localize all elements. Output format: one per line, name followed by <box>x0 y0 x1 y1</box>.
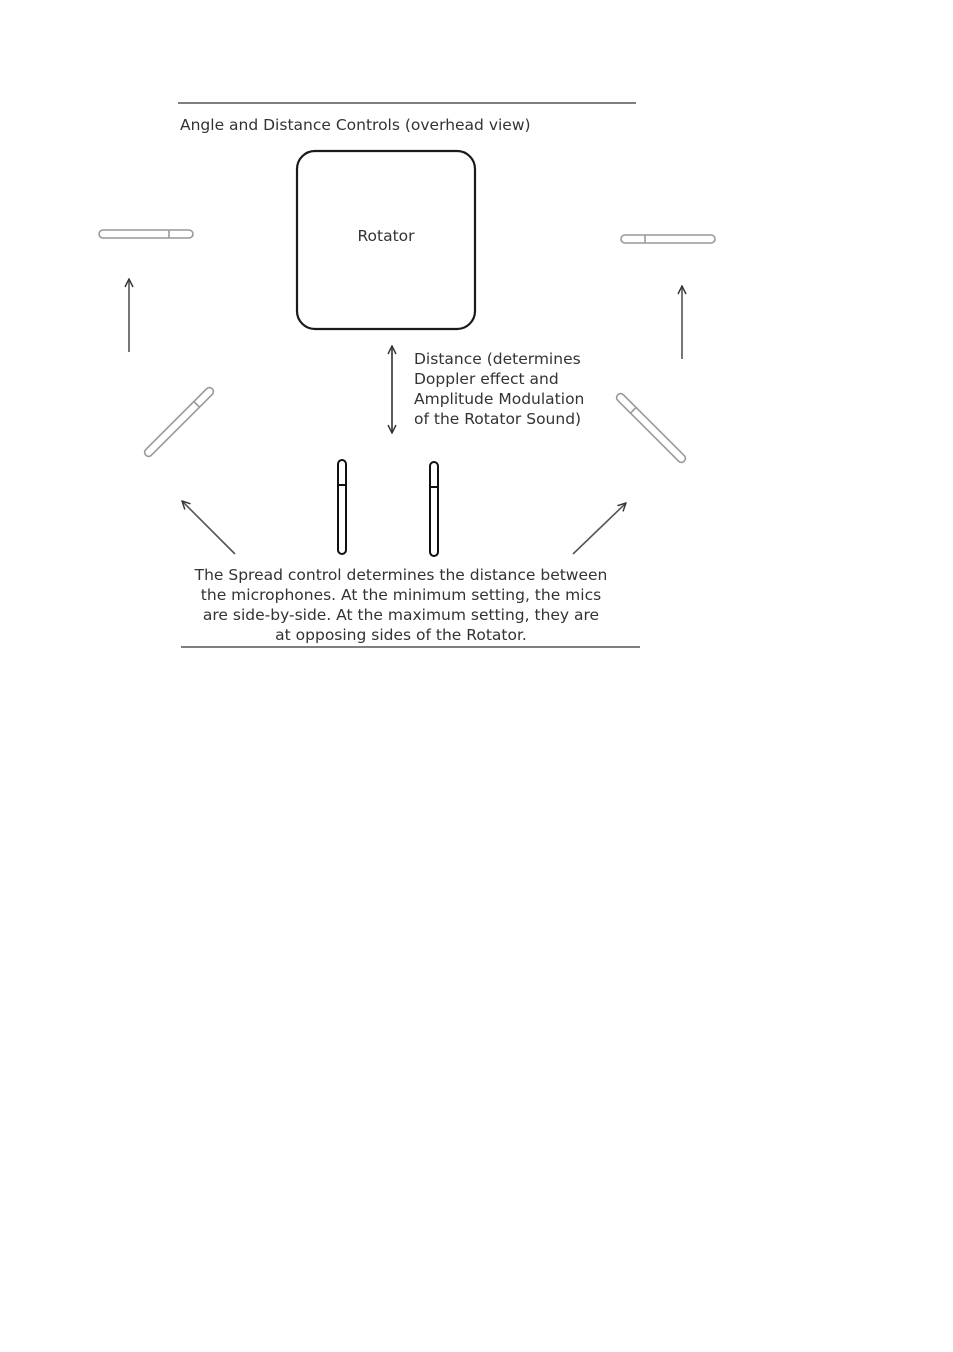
distance-note-line: of the Rotator Sound) <box>414 410 582 428</box>
mic-center-left <box>338 460 346 554</box>
right-spread-arrow <box>573 503 626 554</box>
mic-left-diagonal <box>143 386 215 458</box>
spread-note-line: The Spread control determines the distance between <box>194 566 608 584</box>
distance-note-line: Doppler effect and <box>414 370 559 388</box>
spread-note-line: are side-by-side. At the maximum setting, they are <box>202 606 600 624</box>
left-spread-arrow <box>182 501 235 554</box>
mic-center-right <box>430 462 438 556</box>
spread-note-line: at opposing sides of the Rotator. <box>275 626 527 644</box>
mic-right-horizontal <box>621 235 715 243</box>
distance-note-line: Amplitude Modulation <box>414 390 585 408</box>
distance-note-line: Distance (determines <box>414 350 581 368</box>
spread-note <box>176 565 626 645</box>
rotator-label: Rotator <box>357 227 415 245</box>
distance-note <box>414 349 584 429</box>
mic-right-diagonal <box>615 392 687 464</box>
mic-left-horizontal <box>99 230 193 238</box>
spread-note-line: the microphones. At the minimum setting, the mics <box>200 586 602 604</box>
diagram-title: Angle and Distance Controls (overhead view) <box>180 116 531 134</box>
